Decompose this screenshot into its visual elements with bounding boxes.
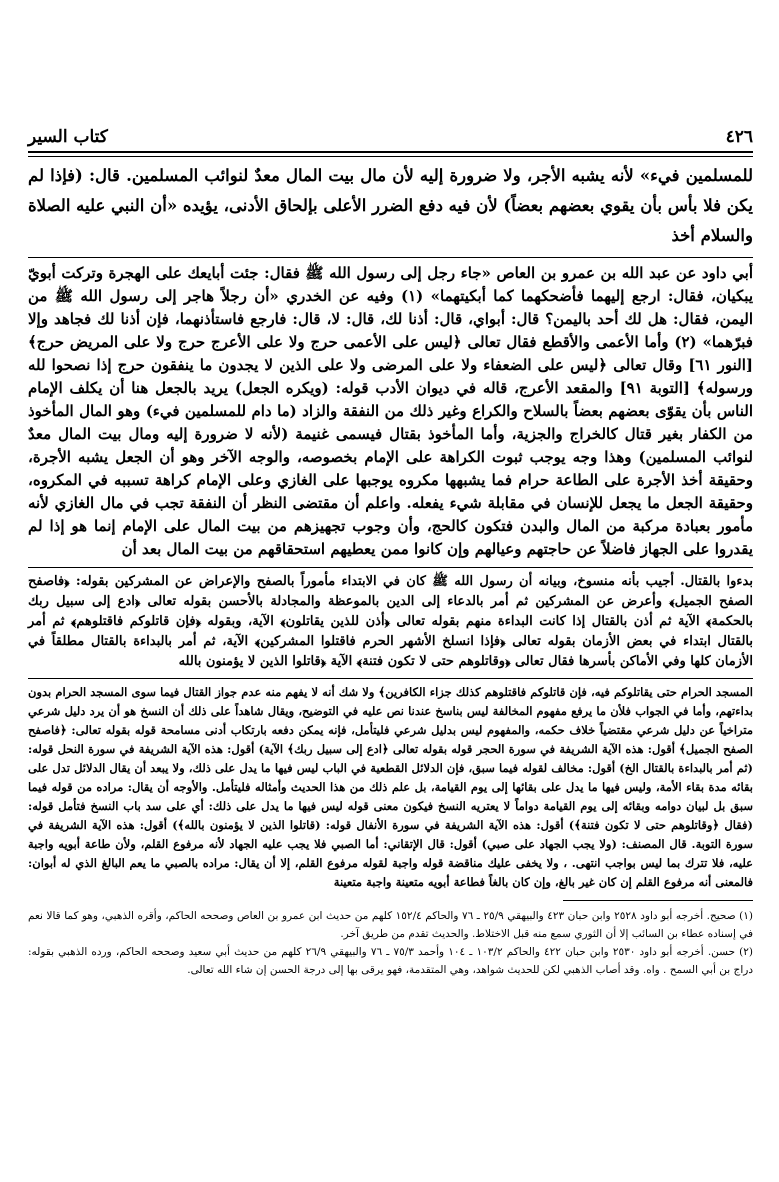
header-rule-thin xyxy=(28,156,753,157)
chapter-title: كتاب السير xyxy=(28,127,108,147)
footnote-2: (٢) حسن. أخرجه أبو داود ٢٥٣٠ وابن حبان ٤٢٢ والحاكم ١٠٣/٢ ـ ١٠٤ وأحمد ٧٥/٣ ـ ٧٦ والبيهقي ٢٦/٩ كلهم من حديث أبي سعيد وصححه الحاكم، ورده الذهبي بقوله: دراج بن أبي السمح . واه. وقد أصاب الذهبي لكن للحديث شواهد، وهي المتقدمة، فهو يرقى بها إلى درجة الحسن إن شاء الله تعالى. xyxy=(28,946,753,976)
section-divider xyxy=(28,257,753,258)
marginal-note-1: بدءوا بالقتال. أجيب بأنه منسوخ، وبيانه أن رسول الله ﷺ كان في الابتداء مأموراً بالصفح والإعراض عن المشركين بقوله: ﴿فاصفح الصفح الجميل﴾ وأعرض عن المشركين ثم أمر بالدعاء إلى الدين بالموعظة والمجادلة بالأحسن بقوله تعالى ﴿ادع إلى سبيل ربك بالحكمة﴾ الآية ثم أذن بالقتال إذا كانت البداءة منهم بقوله تعالى ﴿أذن للذين يقاتلون﴾ الآية، وبقوله ﴿فإن قاتلوكم فاقتلوهم﴾ ثم أمر بالقتال ابتداء في بعض الأزمان بقوله تعالى ﴿فإذا انسلخ الأشهر الحرم فاقتلوا المشركين﴾ الآية، ثم أمر بالبداءة بالقتال مطلقاً في الأزمان كلها وفي الأماكن بأسرها فقال تعالى ﴿وقاتلوهم حتى لا تكون فتنة﴾ الآية ﴿قاتلوا الذين لا يؤمنون بالله xyxy=(28,574,753,669)
book-page xyxy=(28,125,753,979)
footnote-1: (١) صحيح. أخرجه أبو داود ٢٥٢٨ وابن حبان ٤٢٣ والبيهقي ٢٥/٩ ـ ٧٦ والحاكم ١٥٢/٤ كلهم من حديث ابن عمرو بن العاص وصححه الحاكم، وأقره الذهبي، وهو كما قالا نعم في إسناده عطاء بن السائب إلا أن الثوري سمع منه قبل الاختلاط. والحديث تقدم من طريق آخر. xyxy=(28,910,753,940)
footnotes xyxy=(28,907,753,979)
header-rule xyxy=(28,151,753,153)
running-header xyxy=(28,125,753,147)
section-divider xyxy=(28,678,753,679)
section-divider xyxy=(28,567,753,568)
footnote-rule xyxy=(563,900,753,901)
main-text: للمسلمين فيء» لأنه يشبه الأجر، ولا ضرورة إليه لأن مال بيت المال معدٌ لنوائب المسلمين. قال: (فإذا لم يكن فلا بأس بأن يقوي بعضهم بعضاً) لأن فيه دفع الضرر الأعلى بإلحاق الأدنى، يؤيده «أن النبي عليه الصلاة والسلام أخذ xyxy=(28,166,753,245)
commentary-text: أبي داود عن عبد الله بن عمرو بن العاص «جاء رجل إلى رسول الله ﷺ فقال: جئت أبايعك على الهجرة وتركت أبويّ يبكيان، فقال: ارجع إليهما فأضحكهما كما أبكيتهما» (١) وفيه عن الخدري «أن رجلاً هاجر إلى رسول الله ﷺ من اليمن، فقال: هل لك أحد باليمن؟ قال: أبواي، قال: أذنا لك، قال: لا، قال: فارجع فاستأذنهما، فإن أذنا لك فجاهد وإلا فبرّهما» (٢) وأما الأعمى والأقطع فقال تعالى ﴿ليس على الأعمى حرج ولا على الأعرج حرج ولا على المريض حرج﴾ [النور ٦١] وقال تعالى ﴿ليس على الضعفاء ولا على المرضى ولا على الذين لا يجدون ما ينفقون حرج إذا نصحوا لله ورسوله﴾ [التوبة ٩١] والمقعد الأعرج، قاله في ديوان الأدب قوله: (ويكره الجعل) يريد بالجعل هنا أن يكلف الإمام الناس بأن يقوّى بعضهم بعضاً بالسلاح والكراع وغير ذلك من النفقة والزاد (ما دام للمسلمين فيء) وهو المال المأخوذ من الكفار بغير قتال كالخراج والجزية، وأما المأخوذ بقتال فيسمى غنيمة (لأنه لا ضرورة إليه ومال بيت المال معدٌ لنوائب المسلمين) وهذا وجه يوجب ثبوت الكراهة على الإمام بخصوصه، والوجه الآخر وهو أن الجعل يشبه الأجرة، وحقيقة أخذ الأجرة على الطاعة حرام فما يشبهها مكروه يوجبها على الغازي وعلى الإمام كراهة تسببه في المكروه، وحقيقة الجعل ما يجعل للإنسان في مقابلة شيء يفعله. واعلم أن مقتضى النظر أن النفقة تجب في مال الغازي لأنه مأمور بعبادة مركبة من المال والبدن فتكون كالحج، وأن وجوب تجهيزهم من بيت المال على الإمام إنما هو إذا لم يقدروا على الجهاز فاضلاً عن حاجتهم وعيالهم وإن كانوا ممن يعطيهم استحقاقهم من بيت المال بعد أن xyxy=(28,264,753,558)
page-number: ٤٢٦ xyxy=(725,127,753,147)
marginal-note-2: المسجد الحرام حتى يقاتلوكم فيه، فإن قاتلوكم فاقتلوهم كذلك جزاء الكافرين﴾ ولا شك أنه لا يفهم منه عدم جواز القتال فيما سوى المسجد الحرام بدون بداءتهم، وأما في الجواب فلأن ما يرفع مفهوم المخالفة ليس بناسخ عندنا نص عليه في التوضيح، ويقال شاهداً على ذلك أن النسخ هو أن يرد دليل شرعي متراخياً عن دليل شرعي مقتضياً خلاف حكمه، والمفهوم ليس بدليل شرعي فليتأمل، فإنه يمكن دفعه بارتكاب أدنى مسامحة قوله بقوله تعالى: ﴿فاصفح الصفح الجميل﴾ أقول: هذه الآية الشريفة في سورة الحجر قوله بقوله تعالى ﴿ادع إلى سبيل ربك﴾ الآية) أقول: هذه الآية الشريفة في سورة النحل قوله: (ثم أمر بالبداءة بالقتال الخ) أقول: مخالف لقوله فيما سبق، فإن الدلائل القطعية في الباب ليس فيها ما يدل على ذلك، ولا يبعد أن يقال الدلائل تدل على بقائه مدة بقاء الأمة، وليس فيها ما يدل على بقائها إلى يوم القيامة، بل علم ذلك من هذا الحديث وأمثاله فليتأمل. والأوجه أن يقال: مراده من قوله فيما سبق بل لبيان دوامه وبقائه إلى يوم القيامة دواماً لا يعتريه النسخ فيكون معنى قوله ليس فيها ما يدل على ذلك: أي على سد باب النسخ فتأمل قوله: (فقال ﴿وقاتلوهم حتى لا تكون فتنة﴾) أقول: هذه الآية الشريفة في سورة الأنفال قوله: (قاتلوا الذين لا يؤمنون بالله﴾) أقول: هذه الآية الشريفة في سورة التوبة. قال المصنف: (ولا يجب الجهاد على صبي) أقول: قال الإتقاني: أما الصبي فلا يجب عليه الجهاد لأنه مرفوع القلم، ولأن طاعة أبويه واجبة عليه، فلا تترك بما ليس بواجب انتهى. ، ولا يخفى عليك مناقضة قوله واجبة لقوله مرفوع القلم، إلا أن يقال: مراده بالصبي ما يعم البالغ الذي له أبوان: فالمعنى أنه مرفوع القلم إن كان غير بالغ، وإن كان بالغاً فطاعة أبويه متعينة واجبة متعينة xyxy=(28,685,753,889)
